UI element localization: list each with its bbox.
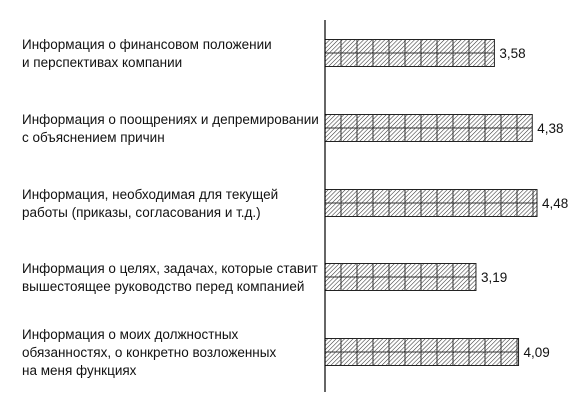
category-label-line: Информация о финансовом положении	[22, 37, 272, 52]
category-label	[22, 112, 319, 145]
value-label: 4,38	[537, 121, 564, 136]
bar-group	[22, 37, 526, 70]
category-label	[22, 37, 272, 70]
bar-group	[22, 187, 568, 220]
category-label	[22, 187, 278, 220]
value-label: 3,58	[499, 46, 526, 61]
category-label-line: Информация о целях, задачах, которые ставит	[22, 261, 318, 276]
bar-group	[22, 261, 507, 294]
bar-group	[22, 327, 550, 378]
bar-group	[22, 112, 564, 145]
category-label-line: Информация о поощрениях и депремировании	[22, 112, 319, 127]
category-label	[22, 327, 276, 378]
category-label-line: вышестоящее руководство перед компанией	[22, 279, 305, 294]
category-label-line: и перспективах компании	[22, 55, 183, 70]
bars-layer	[22, 37, 568, 378]
category-label-line: с объяснением причин	[22, 130, 165, 145]
category-label-line: Информация, необходимая для текущей	[22, 187, 279, 202]
value-label: 3,19	[480, 270, 508, 285]
category-label-line: Информация о моих должностных	[22, 327, 239, 342]
value-label: 4,48	[542, 196, 569, 211]
category-label	[22, 261, 318, 294]
category-label-line: обязанностях, о конкретно возложенных	[22, 345, 277, 360]
category-label-line: работы (приказы, согласования и т.д.)	[22, 205, 261, 220]
value-label: 4,09	[523, 345, 550, 360]
category-label-line: на меня функциях	[22, 363, 137, 378]
